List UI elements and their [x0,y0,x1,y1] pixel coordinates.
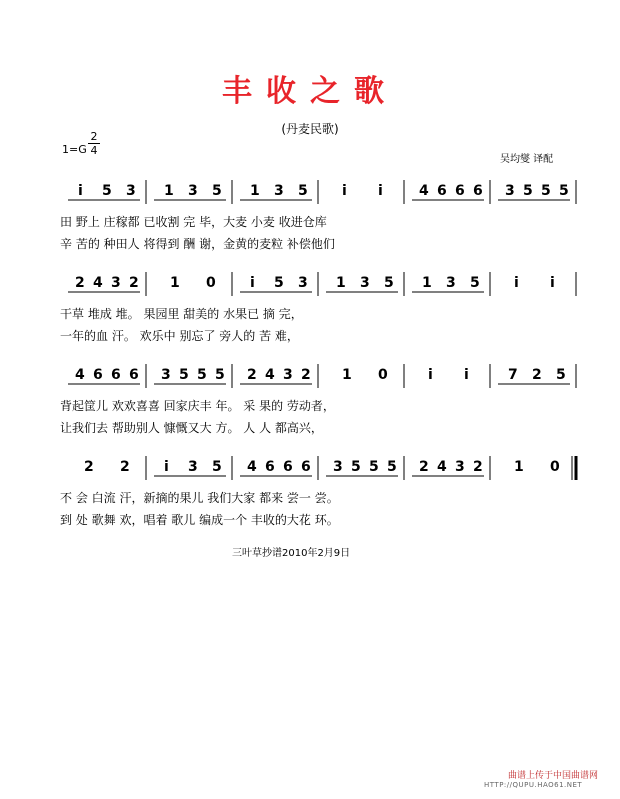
note: 3 [298,275,308,291]
note: 2 [75,275,85,291]
note: 3 [126,183,136,199]
note: 3 [446,275,456,291]
note: 5 [179,367,189,383]
note: 5 [387,459,397,475]
note: 1 [422,275,432,291]
note: 2 [301,367,311,383]
note: 4 [247,459,257,475]
note: i [428,367,433,383]
note: 1 [336,275,346,291]
note: 4 [75,367,85,383]
note: 3 [161,367,171,383]
note: 6 [437,183,447,199]
watermark-upload: 曲谱上传于中国曲谱网 [508,771,599,781]
key-signature: 1=G [62,143,87,156]
note: 5 [384,275,394,291]
note: 3 [188,459,198,475]
lyric-line: 不 会 白流 汗，新摘的果儿 我们大家 都来 尝一 尝。 [60,491,339,505]
note: 5 [523,183,533,199]
note: 5 [559,183,569,199]
lyric-line: 辛 苦的 种田人 将得到 酬 谢，金黄的麦粒 补偿他们 [60,237,335,251]
note: 6 [265,459,275,475]
note: 3 [360,275,370,291]
note: 4 [437,459,447,475]
note: 1 [170,275,180,291]
note: 5 [298,183,308,199]
note: i [342,183,347,199]
note: 5 [197,367,207,383]
note: 0 [378,367,388,383]
lyric-line: 田 野上 庄稼都 已收割 完 毕，大麦 小麦 收进仓库 [60,215,327,229]
note: 0 [550,459,560,475]
lyric-line: 让我们去 帮助别人 慷慨又大 方。 人 人 都高兴， [60,421,323,435]
note: 5 [274,275,284,291]
note: 6 [301,459,311,475]
note: 2 [84,459,94,475]
note: 5 [212,183,222,199]
note: 6 [455,183,465,199]
note: 6 [473,183,483,199]
note: 3 [274,183,284,199]
time-signature-top: 2 [90,130,98,143]
note: 3 [505,183,515,199]
note: i [464,367,469,383]
lyric-line: 到 处 歌舞 欢，唱着 歌儿 编成一个 丰收的大花 环。 [60,513,339,527]
watermark-site: HTTP://QUPU.HAO61.NET [484,781,583,789]
lyric-line: 背起筐儿 欢欢喜喜 回家庆丰 年。 采 果的 劳动者， [60,399,335,413]
note: 4 [265,367,275,383]
note: 3 [333,459,343,475]
note: 1 [342,367,352,383]
note: i [164,459,169,475]
note: 3 [283,367,293,383]
note: 5 [556,367,566,383]
note: 6 [129,367,139,383]
time-signature-bottom: 4 [90,144,98,157]
note: 0 [206,275,216,291]
note: 1 [164,183,174,199]
note: 5 [102,183,112,199]
note: 3 [188,183,198,199]
note: 6 [283,459,293,475]
lyric-line: 一年的血 汗。 欢乐中 别忘了 旁人的 苦 难， [60,329,299,343]
note: 2 [247,367,257,383]
note: i [78,183,83,199]
note: 1 [514,459,524,475]
note: 5 [470,275,480,291]
note: i [550,275,555,291]
note: 2 [129,275,139,291]
note: i [250,275,255,291]
note: 2 [419,459,429,475]
note: i [378,183,383,199]
score-title: 丰收之歌 [222,74,398,109]
note: 6 [111,367,121,383]
note: 3 [111,275,121,291]
time-signature [88,130,100,157]
lyric-line: 干草 堆成 堆。 果园里 甜美的 水果已 摘 完， [60,307,303,321]
transcriber-note: 三叶草抄谱2010年2月9日 [232,548,351,559]
note: 5 [369,459,379,475]
note: 2 [120,459,130,475]
note: 5 [541,183,551,199]
note: 5 [212,459,222,475]
note: 3 [455,459,465,475]
note: 7 [508,367,518,383]
note: 4 [93,275,103,291]
note: 5 [351,459,361,475]
score-subtitle: (丹麦民歌) [281,122,339,136]
note: i [514,275,519,291]
score-staff [50,160,590,530]
note: 1 [250,183,260,199]
note: 2 [532,367,542,383]
note: 2 [473,459,483,475]
note: 5 [215,367,225,383]
note: 6 [93,367,103,383]
note: 4 [419,183,429,199]
arranger-credit: 吴均燮 译配 [500,154,554,165]
